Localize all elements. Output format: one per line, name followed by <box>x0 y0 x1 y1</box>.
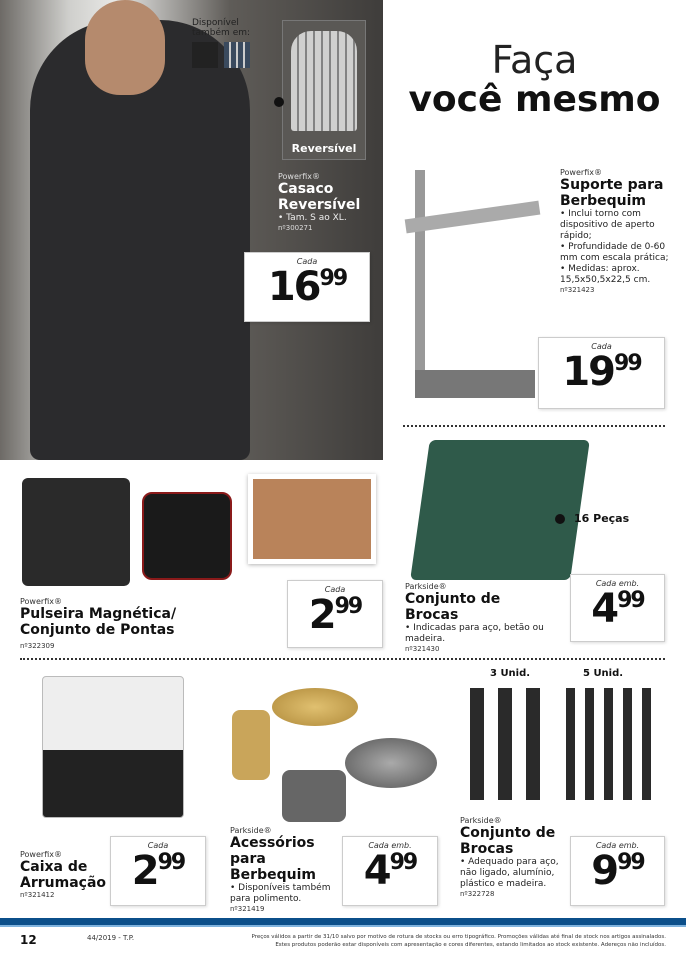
bullet: • Medidas: aprox. 15,5x50,5x22,5 cm. <box>560 264 651 285</box>
product-code: nº300271 <box>278 224 313 232</box>
legal-line: Preços válidos a partir de 31/10 salvo por motivo de rotura de stocks ou erro tipográfico. Promoções válidas até final de stock nos artigos assinalados. <box>251 934 666 940</box>
swatch-plaid <box>224 42 250 68</box>
bullet: • Indicadas para aço, betão ou madeira. <box>405 623 544 644</box>
price-box <box>287 580 383 648</box>
drill-bit-case-image <box>410 440 590 580</box>
price-label: Cada emb. <box>595 579 640 588</box>
pulseira-info <box>20 597 220 650</box>
reversible-jacket-image <box>282 20 366 160</box>
edition-label: 44/2019 - T.P. <box>87 934 135 942</box>
bullet: • Tam. S ao XL. <box>278 213 347 223</box>
product-code: nº322728 <box>460 890 495 898</box>
price-label: Cada <box>296 257 318 266</box>
pointer-dot-icon <box>274 97 284 107</box>
brass-brush-image <box>272 688 358 726</box>
product-title: Conjunto de Brocas <box>460 825 556 857</box>
brand: Powerfix® <box>278 172 320 181</box>
divider <box>403 425 665 427</box>
product-code: nº321430 <box>405 645 440 653</box>
bullet: • Adequado para aço, não ligado, alumínio, plástico e madeira. <box>460 857 559 889</box>
price: $9^{99}$ <box>591 848 644 894</box>
hero-photo <box>0 0 383 460</box>
model-head-image <box>85 0 165 95</box>
wristband-in-use-image <box>248 474 376 564</box>
brand: Parkside® <box>460 816 502 825</box>
product-title: Suporte para Berbequim <box>560 177 664 209</box>
price: $4^{99}$ <box>363 848 417 894</box>
acessorios-info <box>230 826 350 913</box>
price: $2^{99}$ <box>308 592 362 638</box>
price-label: Cada <box>147 841 169 850</box>
reversible-badge: Reversível <box>291 142 357 155</box>
brand: Parkside® <box>230 826 272 835</box>
legal-text <box>226 933 666 949</box>
price-box <box>342 836 438 906</box>
title-line2: você mesmo <box>408 79 661 120</box>
available-label: Disponível também em: <box>192 18 251 38</box>
small-drill-bits-image <box>566 688 654 800</box>
bullet: • Profundidade de 0-60 mm com escala prática; <box>560 242 669 263</box>
price-label: Cada emb. <box>368 841 412 850</box>
storage-box-image <box>42 676 184 818</box>
divider <box>20 658 665 660</box>
legal-line: Estes produtos poderão estar disponíveis com apresentação e cores diferentes, estando limitados ao stock existente. Adereços não incluídos. <box>275 942 666 948</box>
product-title: Conjunto de Brocas <box>405 591 501 623</box>
price-box <box>538 337 665 409</box>
wire-wheel-image <box>345 738 437 788</box>
bullet: • Disponíveis também para polimento. <box>230 883 331 904</box>
drill-stand-image <box>405 170 545 400</box>
brand: Powerfix® <box>20 850 62 859</box>
product-code: nº322309 <box>20 642 55 650</box>
casaco-info <box>278 172 378 232</box>
price-box <box>570 836 665 906</box>
footer-bar <box>0 918 686 927</box>
price-box <box>110 836 206 906</box>
price-label: Cada <box>591 342 612 351</box>
product-code: nº321412 <box>20 891 55 899</box>
brocas2-info <box>460 816 570 898</box>
large-drill-bits-image <box>470 688 550 800</box>
brand: Powerfix® <box>20 597 62 606</box>
product-title: Acessórios para Berbequim <box>230 835 316 883</box>
brand: Parkside® <box>405 582 447 591</box>
cup-brush-image <box>232 710 270 780</box>
page-number: 12 <box>20 933 37 947</box>
brand: Powerfix® <box>560 168 602 177</box>
price: $19^{99}$ <box>562 349 641 395</box>
title-line1: Faça <box>491 38 578 82</box>
caixa-info <box>20 850 120 899</box>
pieces-label: 16 Peças <box>574 512 630 525</box>
suporte-info <box>560 168 680 294</box>
price: $2^{99}$ <box>131 848 185 894</box>
unid5-label: 5 Unid. <box>583 668 624 679</box>
wire-cup-image <box>282 770 346 822</box>
product-title: Casaco Reversível <box>278 181 361 213</box>
product-title: Pulseira Magnética/ Conjunto de Pontas <box>20 606 177 638</box>
magnetic-wristband-image <box>142 492 232 580</box>
price: $16^{99}$ <box>267 264 347 310</box>
swatch-black <box>192 42 218 68</box>
bullet: • Inclui torno com dispositivo de aperto rápido; <box>560 209 655 241</box>
price-label: Cada <box>324 585 346 594</box>
price: $4^{99}$ <box>591 586 644 632</box>
product-code: nº321419 <box>230 905 265 913</box>
product-code: nº321423 <box>560 286 595 294</box>
price-label: Cada emb. <box>595 841 640 850</box>
pointer-dot-icon <box>555 514 565 524</box>
bit-set-image <box>22 478 130 586</box>
brocas1-info <box>405 582 550 653</box>
price-box <box>570 574 665 642</box>
unid3-label: 3 Unid. <box>490 668 531 679</box>
page-title <box>383 40 686 120</box>
price-box <box>244 252 370 322</box>
product-title: Caixa de Arrumação <box>20 859 107 891</box>
